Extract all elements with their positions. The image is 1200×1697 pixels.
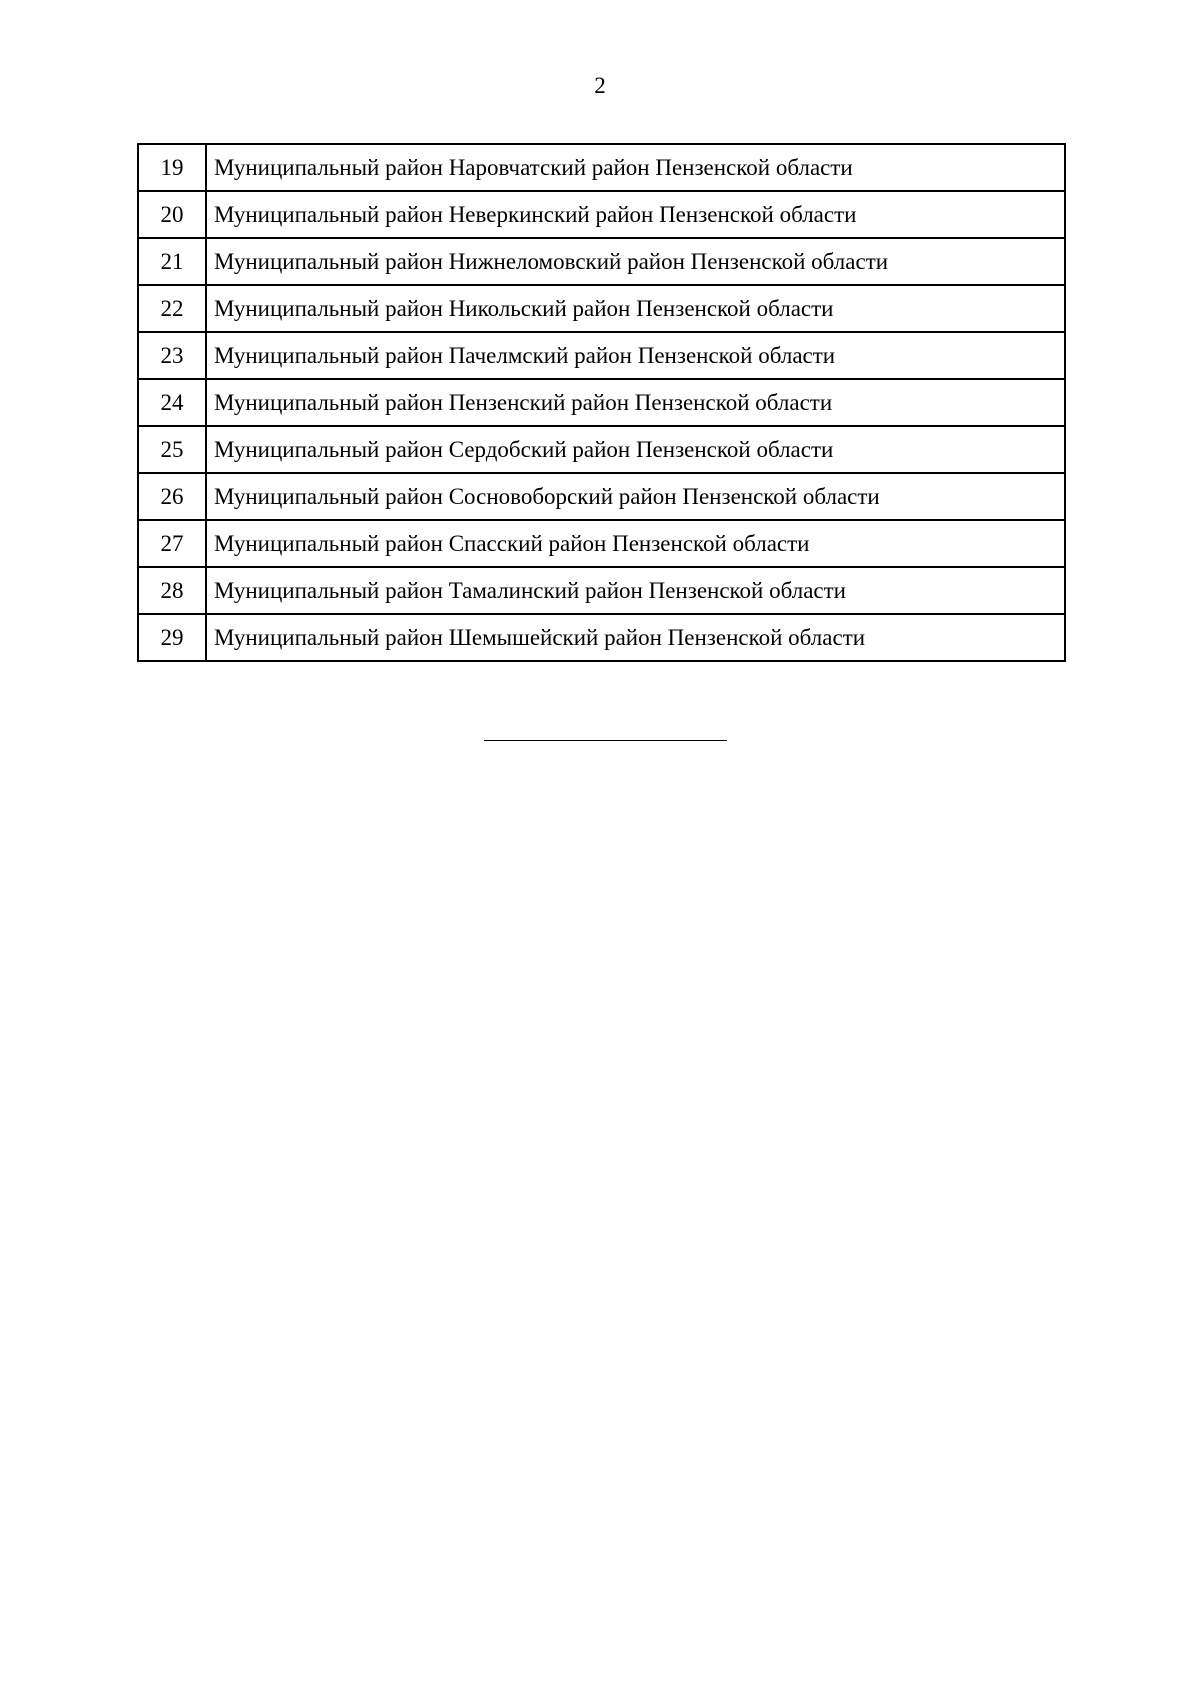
district-name: Муниципальный район Сердобский район Пензенской области	[206, 426, 1065, 473]
table-row	[138, 379, 1065, 426]
row-number: 27	[138, 520, 206, 567]
page-number: 2	[594, 73, 606, 98]
row-number: 28	[138, 567, 206, 614]
district-name: Муниципальный район Шемышейский район Пензенской области	[206, 614, 1065, 661]
district-name: Муниципальный район Неверкинский район Пензенской области	[206, 191, 1065, 238]
table-row	[138, 614, 1065, 661]
table-row	[138, 238, 1065, 285]
row-number: 24	[138, 379, 206, 426]
row-number: 19	[138, 144, 206, 191]
district-name: Муниципальный район Наровчатский район Пензенской области	[206, 144, 1065, 191]
table-row	[138, 332, 1065, 379]
row-number: 21	[138, 238, 206, 285]
row-number: 22	[138, 285, 206, 332]
row-number: 25	[138, 426, 206, 473]
table-row	[138, 144, 1065, 191]
table-row	[138, 473, 1065, 520]
district-name: Муниципальный район Тамалинский район Пензенской области	[206, 567, 1065, 614]
table-row	[138, 191, 1065, 238]
district-name: Муниципальный район Пачелмский район Пензенской области	[206, 332, 1065, 379]
district-name: Муниципальный район Пензенский район Пензенской области	[206, 379, 1065, 426]
district-name: Муниципальный район Спасский район Пензенской области	[206, 520, 1065, 567]
district-name: Муниципальный район Сосновоборский район Пензенской области	[206, 473, 1065, 520]
row-number: 29	[138, 614, 206, 661]
document-end-line	[484, 740, 727, 741]
district-name: Муниципальный район Никольский район Пензенской области	[206, 285, 1065, 332]
district-table	[137, 143, 1066, 662]
table-row	[138, 567, 1065, 614]
row-number: 20	[138, 191, 206, 238]
row-number: 23	[138, 332, 206, 379]
table-row	[138, 520, 1065, 567]
table-row	[138, 285, 1065, 332]
row-number: 26	[138, 473, 206, 520]
table-row	[138, 426, 1065, 473]
district-name: Муниципальный район Нижнеломовский район Пензенской области	[206, 238, 1065, 285]
